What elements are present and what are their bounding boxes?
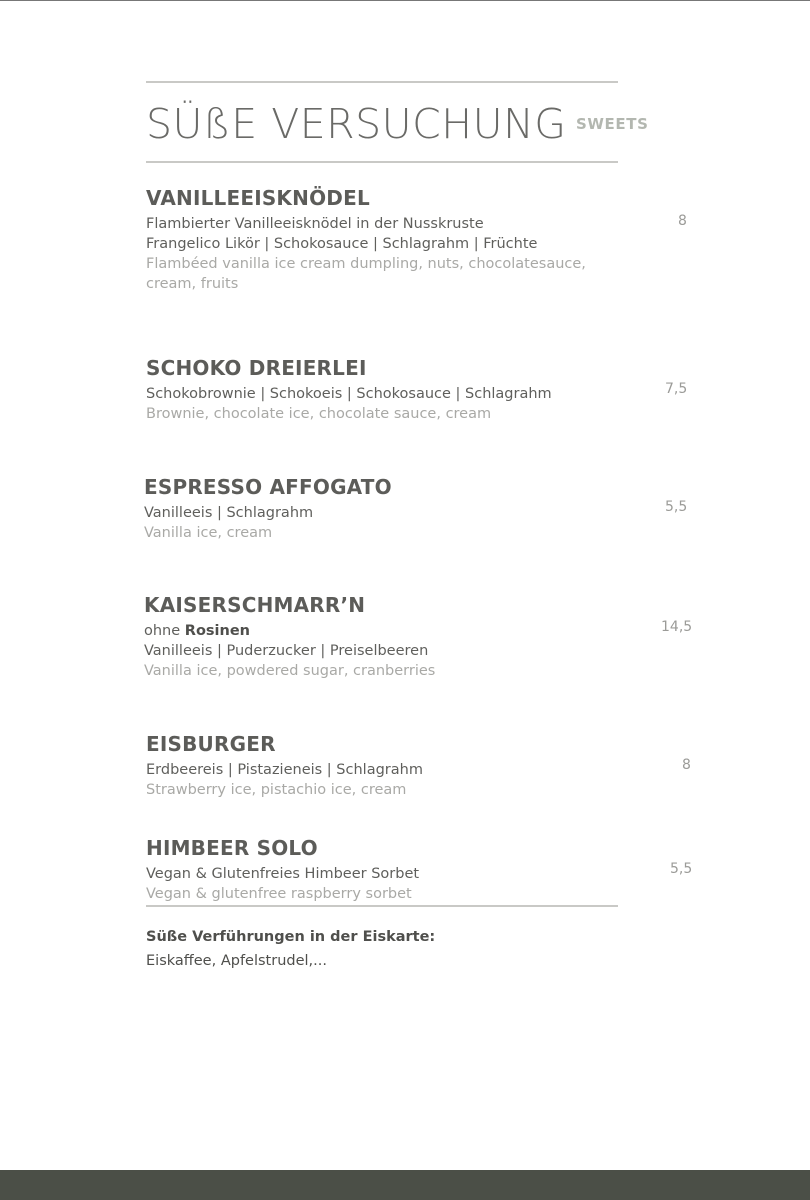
page-subtitle: SWEETS <box>576 115 649 133</box>
item-english-description: Flambéed vanilla ice cream dumpling, nuts, chocolatesauce, <box>146 256 586 272</box>
menu-item-schoko-dreierlei <box>146 356 616 424</box>
footer-rule <box>146 905 618 907</box>
item-price: 14,5 <box>661 619 693 635</box>
item-note-prefix: ohne <box>144 623 181 639</box>
item-note <box>144 621 614 641</box>
menu-item-espresso-affogato <box>144 475 614 543</box>
menu-item-vanilleeiskndel <box>146 186 616 294</box>
bottom-bar <box>0 1170 810 1200</box>
item-name: VANILLEEISKNÖDEL <box>146 186 370 210</box>
item-english-description: Strawberry ice, pistachio ice, cream <box>146 782 407 798</box>
item-price: 7,5 <box>665 381 688 397</box>
item-description: Vanilleeis | Schlagrahm <box>144 505 314 521</box>
menu-item-himbeer-solo <box>146 836 616 904</box>
item-price: 8 <box>678 213 687 229</box>
header-bottom-rule <box>146 161 618 163</box>
item-name: EISBURGER <box>146 732 276 756</box>
item-description: Flambierter Vanilleeisknödel in der Nusskruste <box>146 216 484 232</box>
header-top-rule <box>146 81 618 83</box>
item-description: Vegan & Glutenfreies Himbeer Sorbet <box>146 866 420 882</box>
footer-text: Eiskaffee, Apfelstrudel,... <box>146 953 327 969</box>
item-description: Erdbeereis | Pistazieneis | Schlagrahm <box>146 762 423 778</box>
item-english-description: Brownie, chocolate ice, chocolate sauce, cream <box>146 406 492 422</box>
item-description: Vanilleeis | Puderzucker | Preiselbeeren <box>144 643 429 659</box>
item-english-description: cream, fruits <box>146 276 239 292</box>
menu-item-kaiserschmarrn <box>144 593 614 681</box>
item-description: Schokobrownie | Schokoeis | Schokosauce | Schlagrahm <box>146 386 552 402</box>
item-name: KAISERSCHMARR’N <box>144 593 366 617</box>
top-border-line <box>0 0 810 1</box>
item-name: SCHOKO DREIERLEI <box>146 356 367 380</box>
item-description: Frangelico Likör | Schokosauce | Schlagrahm | Früchte <box>146 236 538 252</box>
item-english-description: Vanilla ice, powdered sugar, cranberries <box>144 663 436 679</box>
item-english-description: Vegan & glutenfree raspberry sorbet <box>146 886 412 902</box>
item-note-bold: Rosinen <box>184 623 251 639</box>
item-price: 5,5 <box>665 499 688 515</box>
item-price: 8 <box>682 757 691 773</box>
item-name: HIMBEER SOLO <box>146 836 318 860</box>
item-price: 5,5 <box>670 861 693 877</box>
item-english-description: Vanilla ice, cream <box>144 525 273 541</box>
footer-heading: Süße Verführungen in der Eiskarte: <box>146 929 436 945</box>
menu-item-eisburger <box>146 732 616 800</box>
page-title: SÜßE VERSUCHUNG <box>146 100 567 148</box>
item-name: ESPRESSO AFFOGATO <box>144 475 392 499</box>
